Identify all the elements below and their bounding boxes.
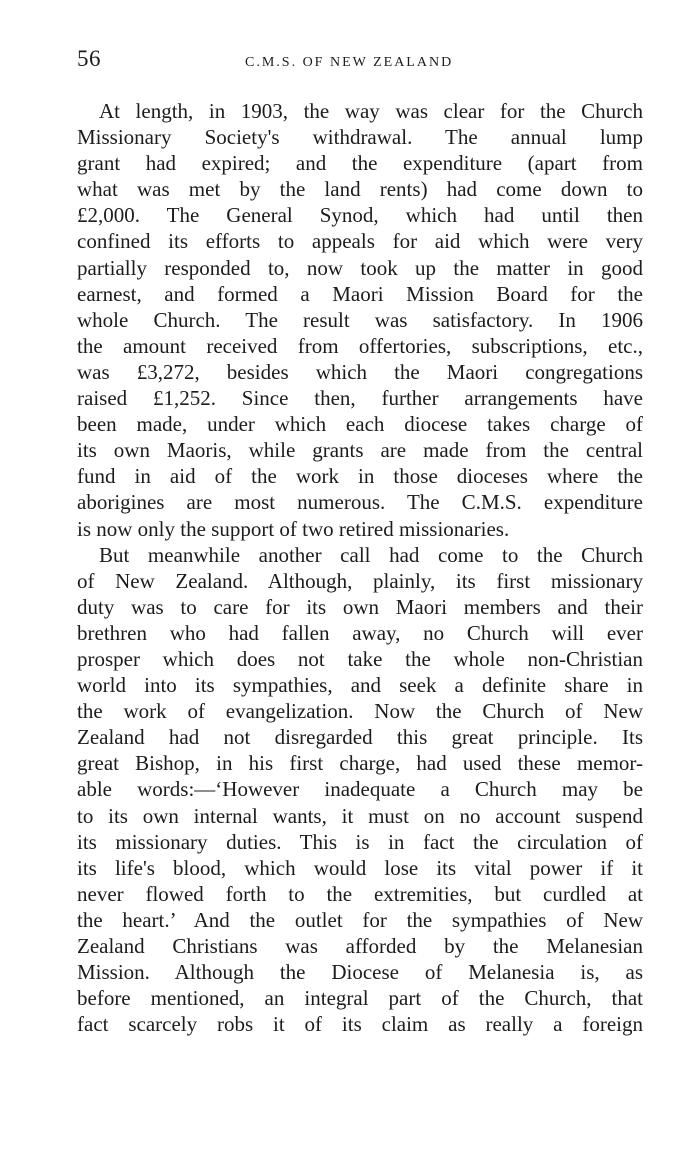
text-line: its own Maoris, while grants are made from the central [77, 438, 643, 463]
text-line: whole Church. The result was satisfactory. In 1906 [77, 307, 643, 332]
text-line: was £3,272, besides which the Maori congregations [77, 359, 643, 384]
text-line: prosper which does not take the whole non-Christian [77, 646, 643, 671]
text-line: Missionary Society's withdrawal. The annual lump [77, 125, 643, 150]
text-line: able words:—‘However inadequate a Church may be [77, 777, 643, 802]
text-line: confined its efforts to appeals for aid which were very [77, 229, 643, 254]
text-line: raised £1,252. Since then, further arrangements have [77, 386, 643, 411]
body-text [77, 98, 643, 1037]
text-line: the amount received from offertories, subscriptions, etc., [77, 333, 643, 358]
running-title: C.M.S. OF NEW ZEALAND [245, 55, 454, 70]
running-head [77, 46, 645, 76]
text-line: been made, under which each diocese takes charge of [77, 412, 643, 437]
text-line: Zealand Christians was afforded by the Melanesian [77, 934, 643, 958]
text-line: world into its sympathies, and seek a definite share in [77, 673, 643, 698]
text-line: of New Zealand. Although, plainly, its first missionary [77, 568, 643, 593]
paragraph-end-line: is now only the support of two retired missionaries. [77, 516, 510, 541]
text-line: before mentioned, an integral part of the Church, that [77, 986, 643, 1011]
text-line: to its own internal wants, it must on no account suspend [77, 803, 643, 828]
page-number: 56 [77, 46, 101, 71]
text-line: fund in aid of the work in those dioceses where the [77, 464, 643, 489]
text-line: its missionary duties. This is in fact the circulation of [77, 829, 643, 854]
text-line: the heart.’ And the outlet for the sympathies of New [77, 907, 643, 932]
text-line: the work of evangelization. Now the Church of New [77, 699, 643, 724]
text-line: At length, in 1903, the way was clear for the Church [99, 99, 643, 123]
text-line: partially responded to, now took up the matter in good [77, 255, 643, 280]
text-line: Mission. Although the Diocese of Melanesia is, as [77, 960, 643, 985]
text-line: brethren who had fallen away, no Church will ever [77, 620, 643, 645]
text-line: what was met by the land rents) had come down to [77, 177, 643, 202]
text-line: earnest, and formed a Maori Mission Board for the [77, 281, 643, 306]
text-line: £2,000. The General Synod, which had until then [77, 203, 643, 228]
text-line: aborigines are most numerous. The C.M.S. expenditure [77, 490, 643, 515]
text-line: But meanwhile another call had come to the Church [99, 542, 643, 567]
text-line: great Bishop, in his first charge, had used these memor- [77, 751, 643, 776]
text-line: its life's blood, which would lose its vital power if it [77, 855, 643, 880]
text-line: Zealand had not disregarded this great principle. Its [77, 725, 643, 750]
text-line: never flowed forth to the extremities, but curdled at [77, 881, 643, 906]
text-line: duty was to care for its own Maori members and their [77, 594, 643, 619]
text-line: grant had expired; and the expenditure (apart from [77, 151, 643, 176]
text-line: fact scarcely robs it of its claim as really a foreign [77, 1012, 643, 1037]
